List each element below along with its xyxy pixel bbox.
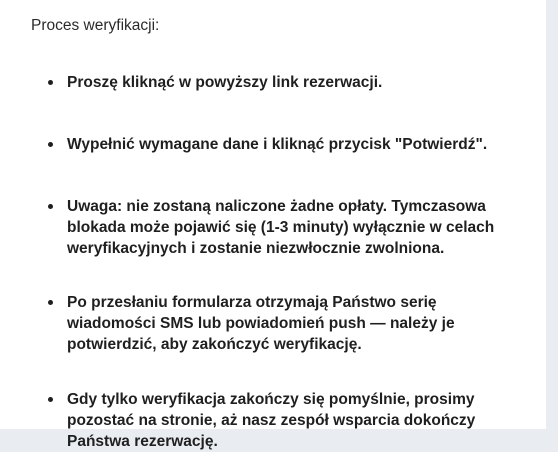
step-text: Proszę kliknąć w powyższy link rezerwacji. (67, 74, 383, 91)
bullet-icon (48, 142, 53, 147)
step-text: Gdy tylko weryfikacja zakończy się pomyślnie, prosimy pozostać na stronie, aż nasz zespół wsparcia dokończy Państwa rezerwację. (67, 391, 476, 450)
list-item (48, 72, 518, 93)
bullet-icon (48, 80, 53, 85)
bullet-icon (48, 204, 53, 209)
step-text: Uwaga: nie zostaną naliczone żadne opłaty. Tymczasowa blokada może pojawić się (1-3 minuty) wyłącznie w celach weryfikacyjnych i zostanie niezwłocznie zwolniona. (67, 198, 495, 257)
bullet-icon (48, 397, 53, 402)
list-item (48, 196, 518, 259)
step-text: Wypełnić wymagane dane i kliknąć przycisk "Potwierdź". (67, 136, 488, 153)
bullet-icon (48, 300, 53, 305)
verification-heading: Proces weryfikacji: (31, 17, 160, 34)
step-text: Po przesłaniu formularza otrzymają Państwo serię wiadomości SMS lub powiadomień push — należy je potwierdzić, aby zakończyć weryfikację. (67, 294, 455, 353)
list-item (48, 389, 518, 452)
list-item (48, 292, 518, 355)
list-item (48, 134, 518, 155)
